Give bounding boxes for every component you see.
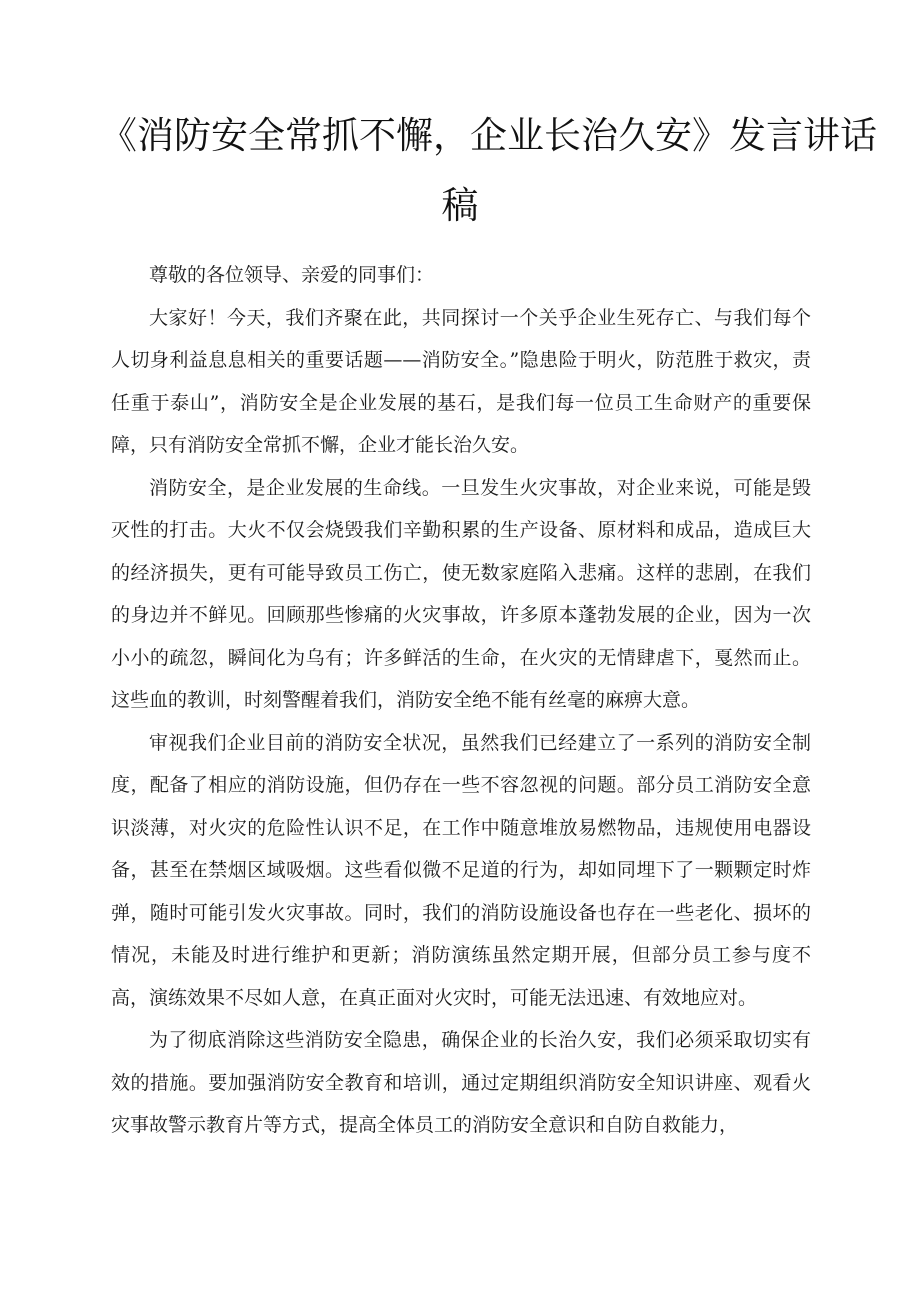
salutation: 尊敬的各位领导、亲爱的同事们： <box>149 264 435 286</box>
paragraph-lifeline: 消防安全，是企业发展的生命线。一旦发生火灾事故，对企业来说，可能是毁灭性的打击。大火不仅会烧毁我们辛勤积累的生产设备、原材料和成品，造成巨大的经济损失，更有可能导致员工伤亡，使无数家庭陷入悲痛。这样的悲剧，在我们的身边并不鲜见。回顾那些惨痛的火灾事故，许多原本蓬勃发展的企业，因为一次小小的疏忽，瞬间化为乌有；许多鲜活的生命，在火灾的无情肆虐下，戛然而止。这些血的教训，时刻警醒着我们，消防安全绝不能有丝毫的麻痹大意。 <box>111 476 811 711</box>
paragraph-current-status: 审视我们企业目前的消防安全状况，虽然我们已经建立了一系列的消防安全制度，配备了相应的消防设施，但仍存在一些不容忽视的问题。部分员工消防安全意识淡薄，对火灾的危险性认识不足，在工作中随意堆放易燃物品，违规使用电器设备，甚至在禁烟区域吸烟。这些看似微不足道的行为，却如同埋下了一颗颗定时炸弹，随时可能引发火灾事故。同时，我们的消防设施设备也存在一些老化、损坏的情况，未能及时进行维护和更新；消防演练虽然定期开展，但部分员工参与度不高，演练效果不尽如人意，在真正面对火灾时，可能无法迅速、有效地应对。 <box>111 731 811 1009</box>
paragraph-measures: 为了彻底消除这些消防安全隐患，确保企业的长治久安，我们必须采取切实有效的措施。要加强消防安全教育和培训，通过定期组织消防安全知识讲座、观看火灾事故警示教育片等方式，提高全体员工的消防安全意识和自防自救能力， <box>111 1029 811 1136</box>
document-title-line-1: 《消防安全常抓不懈，企业长治久安》发言讲话 <box>100 114 877 157</box>
document-body <box>111 254 811 1147</box>
document-title-line-2: 稿 <box>441 184 479 227</box>
paragraph-opening: 大家好！今天，我们齐聚在此，共同探讨一个关乎企业生死存亡、与我们每个人切身利益息息相关的重要话题——消防安全。”隐患险于明火，防范胜于救灾，责任重于泰山”，消防安全是企业发展的基石，是我们每一位员工生命财产的重要保障，只有消防安全常抓不懈，企业才能长治久安。 <box>111 306 811 456</box>
